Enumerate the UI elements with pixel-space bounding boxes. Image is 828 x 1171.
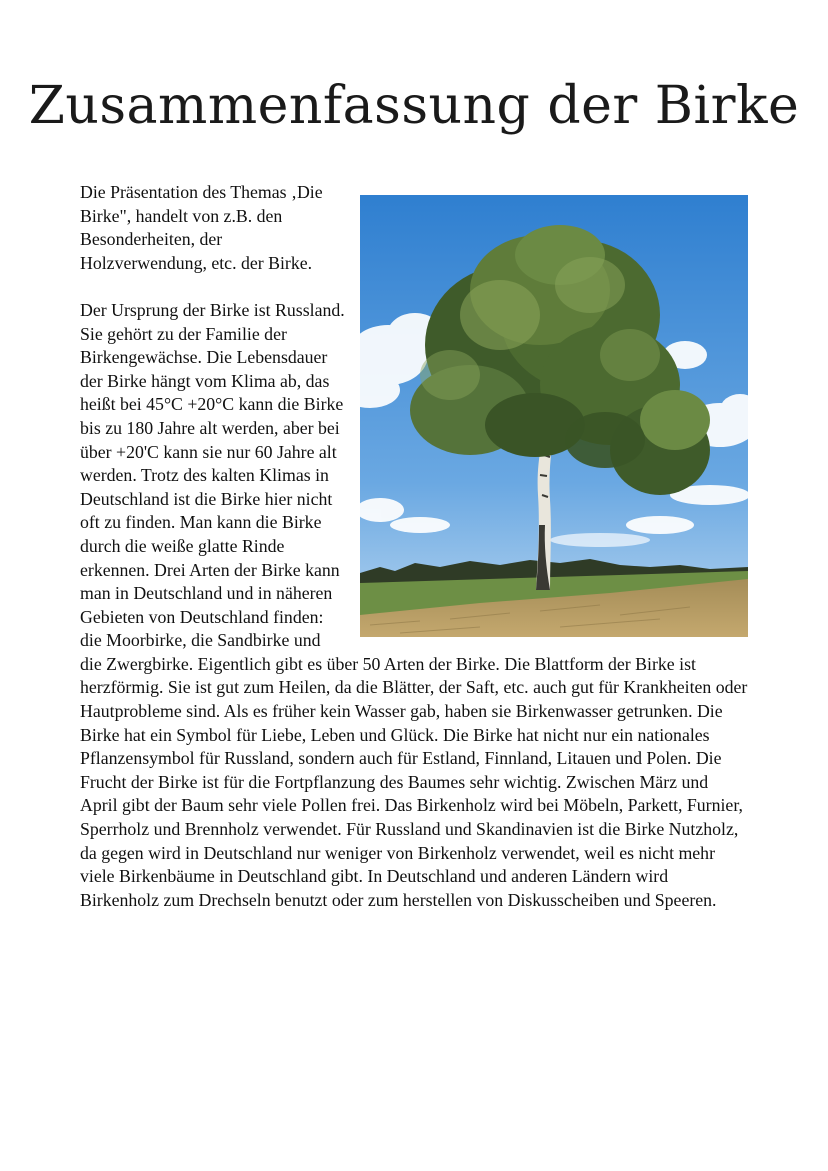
- body-paragraph: Der Ursprung der Birke ist Russland. Sie gehört zu der Familie der Birkengewächse. Die Lebensdauer der Birke hängt vom Klima ab, das heißt bei 45°C +20°C kann die Birke bis zu 180 Jahre alt werden, aber bei über +20'C kann sie nur 60 Jahre alt werden. Trotz des kalten Klimas in Deutschland ist die Birke hier nicht oft zu finden. Man kann die Birke durch die weiße glatte Rinde erkennen. Drei Arten der Birke kann man in Deutschland und in näheren Gebieten von Deutschland finden: die Moorbirke, die Sandbirke und die Zwergbirke. Eigentlich gibt es über 50 Arten der Birke. Die Blattform der Birke ist herzförmig. Sie ist gut zum Heilen, da die Blätter, der Saft, etc. auch gut für Krankheiten oder Hautprobleme sind. Als es früher kein Wasser gab, haben sie Birkenwasser getrunken. Die Birke hat ein Symbol für Liebe, Leben und Glück. Die Birke hat nicht nur ein nationales Pflanzensymbol für Russland, sondern auch für Estland, Finnland, Litauen und Polen. Die Frucht der Birke ist für die Fortpflanzung des Baumes sehr wichtig. Zwischen März und April gibt der Baum sehr viele Pollen frei. Das Birkenholz wird bei Möbeln, Parkett, Furnier, Sperrholz und Brennholz verwendet. Für Russland und Skandinavien ist die Birke Nutzholz, da gegen wird in Deutschland nur weniger von Birkenholz verwendet, weil es nicht mehr viele Birkenbäume in Deutschland gibt. In Deutschland und anderen Ländern wird Birkenholz zum Drechseln benutzt oder zum herstellen von Diskusscheiben und Speeren.: [80, 299, 748, 910]
- document-body: [80, 181, 748, 912]
- page-title: Zusammenfassung der Birke: [28, 76, 800, 136]
- birch-tree-photo: [360, 195, 748, 637]
- birch-tree-image: [360, 195, 748, 637]
- intro-paragraph: Die Präsentation des Themas ‚Die Birke", handelt von z.B. den Besonderheiten, der Holzverwendung, etc. der Birke.: [80, 182, 323, 273]
